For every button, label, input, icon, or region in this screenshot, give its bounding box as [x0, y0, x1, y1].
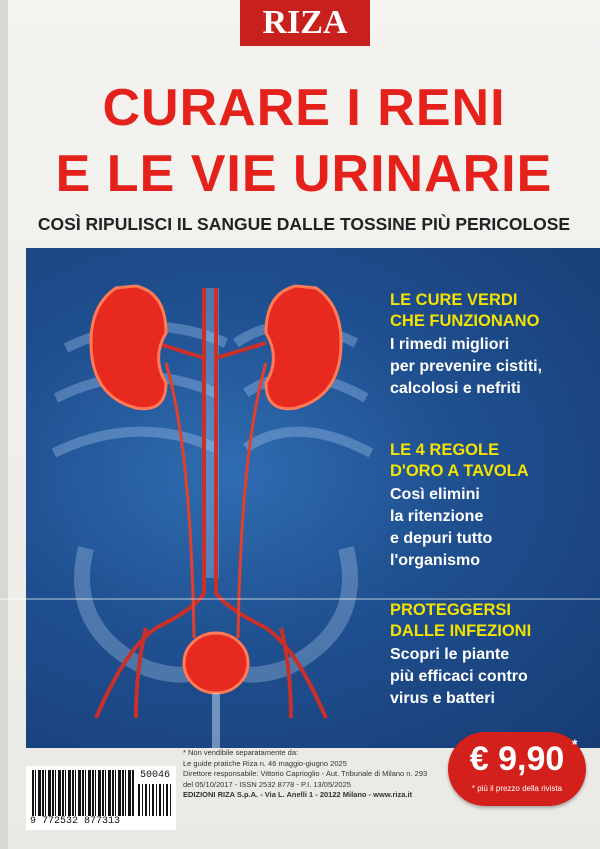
blurb-heading: LE CURE VERDI CHE FUNZIONANO [390, 291, 540, 330]
price-note: * più il prezzo della rivista [471, 784, 563, 793]
bladder [184, 633, 248, 693]
barcode-number: 9 772532 877313 [30, 816, 121, 827]
price-asterisk: * [572, 736, 578, 752]
blurb-golden-rules [390, 440, 600, 572]
blurb-infections [390, 600, 600, 710]
blurb-text: Scopri le piante più efficaci contro virus e batteri [390, 646, 528, 707]
legal-notice [183, 748, 453, 801]
footer-area [8, 736, 600, 849]
subtitle: COSÌ RIPULISCI IL SANGUE DALLE TOSSINE PIÙ PERICOLOSE [37, 214, 571, 234]
blurb-green-cures [390, 290, 600, 400]
legal-line: Le guide pratiche Riza n. 46 maggio-giugno 2025 [183, 758, 347, 768]
riza-logo: RIZA [240, 0, 370, 46]
legal-line: * Non vendibile separatamente da: [183, 748, 299, 757]
title-line-1: CURARE I RENI [102, 79, 506, 137]
price-badge [448, 732, 586, 806]
legal-line: Direttore responsabile: Vittorio Caprioglio - Aut. Tribunale di Milano n. 293 [183, 769, 428, 778]
legal-line: del 05/10/2017 - ISSN 2532 8778 - P.I. 13/05/2025 [183, 779, 351, 789]
blurb-text: I rimedi migliori per prevenire cistiti, calcolosi e nefriti [390, 336, 543, 397]
plastic-wrap-seam [0, 598, 600, 600]
barcode [26, 766, 176, 830]
blurb-heading: PROTEGGERSI DALLE INFEZIONI [390, 601, 532, 640]
barcode-issue-code: 50046 [140, 770, 171, 781]
barcode-addon-bars [138, 784, 172, 816]
barcode-bars [32, 770, 134, 816]
title-line-2: E LE VIE URINARIE [55, 145, 553, 203]
anatomy-panel [26, 248, 600, 748]
blurb-heading: LE 4 REGOLE D'ORO A TAVOLA [390, 441, 529, 480]
legal-line: EDIZIONI RIZA S.p.A. - Via L. Anelli 1 - 20122 Milano - www.riza.it [183, 790, 413, 799]
blurb-text: Così elimini la ritenzione e depuri tutto l'organismo [390, 486, 493, 569]
magazine-cover [8, 0, 600, 849]
price-value: € 9,90 [469, 740, 565, 778]
